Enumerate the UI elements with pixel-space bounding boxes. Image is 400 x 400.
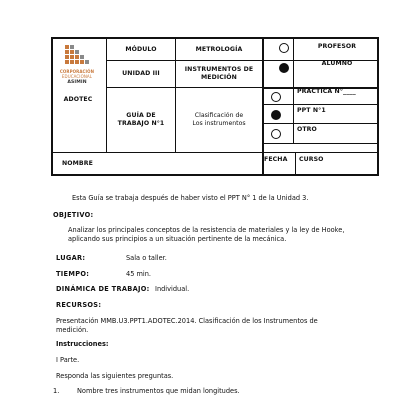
objetivo-label: OBJETIVO: xyxy=(53,211,94,219)
divider xyxy=(51,152,379,153)
guia-line2: TRABAJO N°1 xyxy=(117,120,165,127)
divider xyxy=(295,152,296,176)
question-1-number: 1. xyxy=(53,387,60,395)
divider xyxy=(106,37,107,152)
ppt-radio[interactable] xyxy=(271,110,281,120)
logo-line3: ASIMIN xyxy=(67,80,87,85)
metrologia-label: METROLOGÍA xyxy=(195,46,243,53)
dinamica-label: DINÁMICA DE TRABAJO: xyxy=(56,285,150,293)
divider xyxy=(262,143,379,144)
divider xyxy=(106,87,262,88)
recursos-line1: Presentación MMB.U3.PPT1.ADOTEC.2014. Clasificación de los Instrumentos de xyxy=(56,317,318,325)
adotec-label: ADOTEC xyxy=(63,96,93,103)
divider xyxy=(262,104,379,105)
practica-radio[interactable] xyxy=(271,92,281,102)
instrucciones-label: Instrucciones: xyxy=(56,340,109,348)
divider xyxy=(293,37,294,87)
divider xyxy=(175,37,176,152)
clasificacion-line2: Los instrumentos xyxy=(192,120,246,127)
tiempo-label: TIEMPO: xyxy=(56,270,90,278)
instrumentos-label: INSTRUMENTOS DE MEDICIÓN xyxy=(184,66,254,81)
lugar-value: Sala o taller. xyxy=(126,254,167,262)
responda-text: Responda las siguientes preguntas. xyxy=(56,372,174,380)
logo-line2: EDUCACIONAL xyxy=(61,74,93,79)
otro-radio[interactable] xyxy=(271,129,281,139)
clasificacion-line1: Clasificación de xyxy=(194,112,244,119)
modulo-label: MÓDULO xyxy=(125,46,157,53)
recursos-line2: medición. xyxy=(56,326,89,334)
nombre-label: NOMBRE xyxy=(62,160,93,167)
divider xyxy=(293,88,294,143)
practica-label: PRÁCTICA N°____ xyxy=(297,88,356,95)
guia-line1: GUÍA DE xyxy=(126,112,156,119)
divider xyxy=(262,123,379,124)
dinamica-value: Individual. xyxy=(155,285,190,293)
fecha-label: FECHA xyxy=(264,156,288,163)
otro-label: OTRO xyxy=(297,126,317,133)
profesor-radio[interactable] xyxy=(279,43,289,53)
modulo-value: UNIDAD III xyxy=(122,70,160,77)
tiempo-value: 45 min. xyxy=(126,270,152,278)
alumno-radio[interactable] xyxy=(279,63,289,73)
lugar-label: LUGAR: xyxy=(56,254,86,262)
curso-label: CURSO xyxy=(299,156,324,163)
ppt-label: PPT N°1 xyxy=(297,107,326,114)
profesor-label: PROFESOR xyxy=(317,43,357,50)
parte-text: I Parte. xyxy=(56,356,80,364)
recursos-label: RECURSOS: xyxy=(56,301,102,309)
logo-line1: CORPORACIÓN xyxy=(59,69,95,74)
objetivo-line1: Analizar los principales conceptos de la resistencia de materiales y la ley de Hooke, xyxy=(68,226,345,234)
alumno-label: ALUMNO xyxy=(321,60,353,67)
intro-text: Esta Guía se trabaja después de haber visto el PPT N° 1 de la Unidad 3. xyxy=(72,194,309,202)
divider xyxy=(106,60,262,61)
question-1-text: Nombre tres instrumentos que midan longitudes. xyxy=(77,387,240,395)
objetivo-line2: aplicando sus principios a un situación pertinente de la mecánica. xyxy=(68,235,287,243)
